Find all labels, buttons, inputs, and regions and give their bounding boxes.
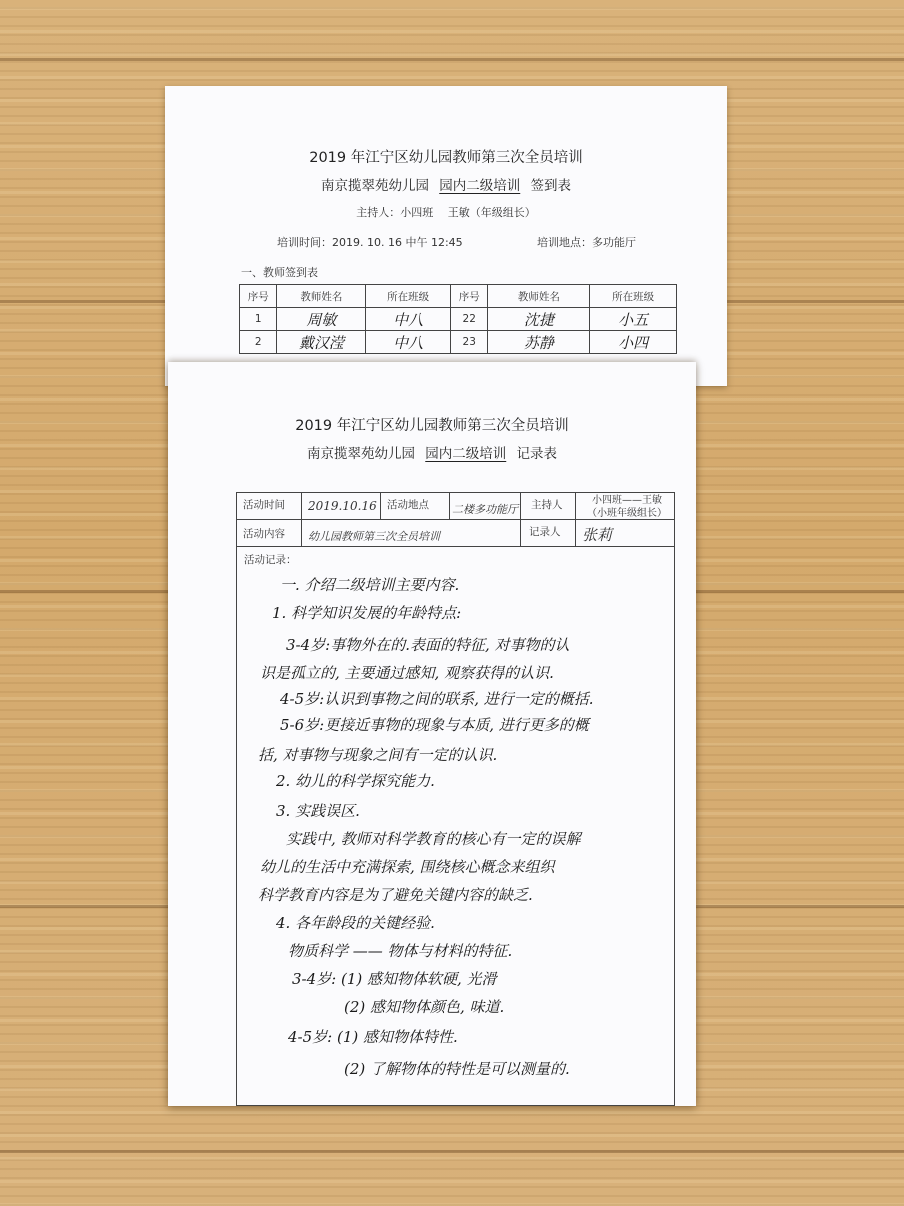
note-line: 4-5岁:认识到事物之间的联系, 进行一定的概括. xyxy=(280,690,594,708)
table-header-row xyxy=(240,285,677,308)
table-row xyxy=(240,308,677,331)
sign-in-sheet xyxy=(165,86,727,386)
sign-host: 主持人：小四班 王敏（年级组长） xyxy=(356,206,536,219)
note-line: 幼儿的生活中充满探索, 围绕核心概念来组织 xyxy=(260,858,555,876)
record-subtitle-type: 园内二级培训 xyxy=(425,446,507,462)
note-line: 4. 各年龄段的关键经验. xyxy=(276,914,435,932)
value-place: 二楼多功能厅 xyxy=(449,492,521,520)
cell-class: 中八 xyxy=(366,308,451,331)
sign-place: 培训地点：多功能厅 xyxy=(537,236,636,249)
cell-class: 小四 xyxy=(590,331,677,354)
record-sheet xyxy=(168,362,696,1106)
cell-number: 22 xyxy=(450,308,487,331)
note-line: 科学教育内容是为了避免关键内容的缺乏. xyxy=(258,886,533,904)
label-place: 活动地点 xyxy=(380,492,450,520)
label-content: 活动内容 xyxy=(236,519,302,547)
note-line: 4-5岁: (1) 感知物体特性. xyxy=(288,1028,458,1046)
note-line: 5-6岁:更接近事物的现象与本质, 进行更多的概 xyxy=(280,716,589,734)
value-recorder: 张莉 xyxy=(575,519,675,547)
record-sheet-title: 2019 年江宁区幼儿园教师第三次全员培训 xyxy=(295,418,569,434)
value-time: 2019.10.16 xyxy=(301,492,381,520)
record-sheet-subtitle xyxy=(168,442,696,462)
col-header: 序号 xyxy=(240,285,277,308)
record-subtitle-school: 南京揽翠苑幼儿园 xyxy=(306,446,415,462)
table-row xyxy=(240,331,677,354)
cell-class: 小五 xyxy=(590,308,677,331)
value-host: 小四班——王敏 （小班年级组长） xyxy=(575,492,675,520)
sign-sheet-subtitle xyxy=(165,174,727,194)
note-line: 3-4岁:事物外在的.表面的特征, 对事物的认 xyxy=(286,636,570,654)
label-record: 活动记录： xyxy=(244,554,297,566)
col-header: 教师姓名 xyxy=(488,285,590,308)
note-line: 括, 对事物与现象之间有一定的认识. xyxy=(258,746,498,764)
sign-sheet-title: 2019 年江宁区幼儿园教师第三次全员培训 xyxy=(309,150,583,166)
value-content: 幼儿园教师第三次全员培训 xyxy=(301,519,521,547)
cell-number: 1 xyxy=(240,308,277,331)
note-line: 物质科学 —— 物体与材料的特征. xyxy=(288,942,513,960)
sign-time: 培训时间：2019. 10. 16 中午 12:45 xyxy=(277,236,463,249)
cell-name: 戴汉滢 xyxy=(277,331,366,354)
note-line: 实践中, 教师对科学教育的核心有一定的误解 xyxy=(286,830,581,848)
cell-class: 中八 xyxy=(366,331,451,354)
note-line: 识是孤立的, 主要通过感知, 观察获得的认识. xyxy=(260,664,554,682)
sign-subtitle-type: 园内二级培训 xyxy=(439,178,521,194)
cell-number: 23 xyxy=(450,331,487,354)
record-body-frame xyxy=(236,546,675,1106)
cell-name: 苏静 xyxy=(488,331,590,354)
record-subtitle-kind: 记录表 xyxy=(516,446,558,462)
col-header: 序号 xyxy=(450,285,487,308)
label-time: 活动时间 xyxy=(236,492,302,520)
label-host: 主持人 xyxy=(520,492,576,520)
sign-in-table xyxy=(239,284,677,354)
sign-subtitle-kind: 签到表 xyxy=(530,178,572,194)
label-recorder: 记录人 xyxy=(520,519,576,547)
note-line: (2) 了解物体的特性是可以测量的. xyxy=(344,1060,570,1078)
note-line: 3. 实践误区. xyxy=(276,802,360,820)
cell-name: 周敏 xyxy=(277,308,366,331)
col-header: 教师姓名 xyxy=(277,285,366,308)
cell-name: 沈捷 xyxy=(488,308,590,331)
cell-number: 2 xyxy=(240,331,277,354)
note-line: 1. 科学知识发展的年龄特点: xyxy=(272,604,462,622)
note-line: 2. 幼儿的科学探究能力. xyxy=(276,772,435,790)
note-line: 一. 介绍二级培训主要内容. xyxy=(280,576,460,594)
sign-section-heading: 一、教师签到表 xyxy=(241,266,318,279)
col-header: 所在班级 xyxy=(366,285,451,308)
col-header: 所在班级 xyxy=(590,285,677,308)
note-line: 3-4岁: (1) 感知物体软硬, 光滑 xyxy=(292,970,497,988)
sign-subtitle-school: 南京揽翠苑幼儿园 xyxy=(320,178,429,194)
note-line: (2) 感知物体颜色, 味道. xyxy=(344,998,505,1016)
